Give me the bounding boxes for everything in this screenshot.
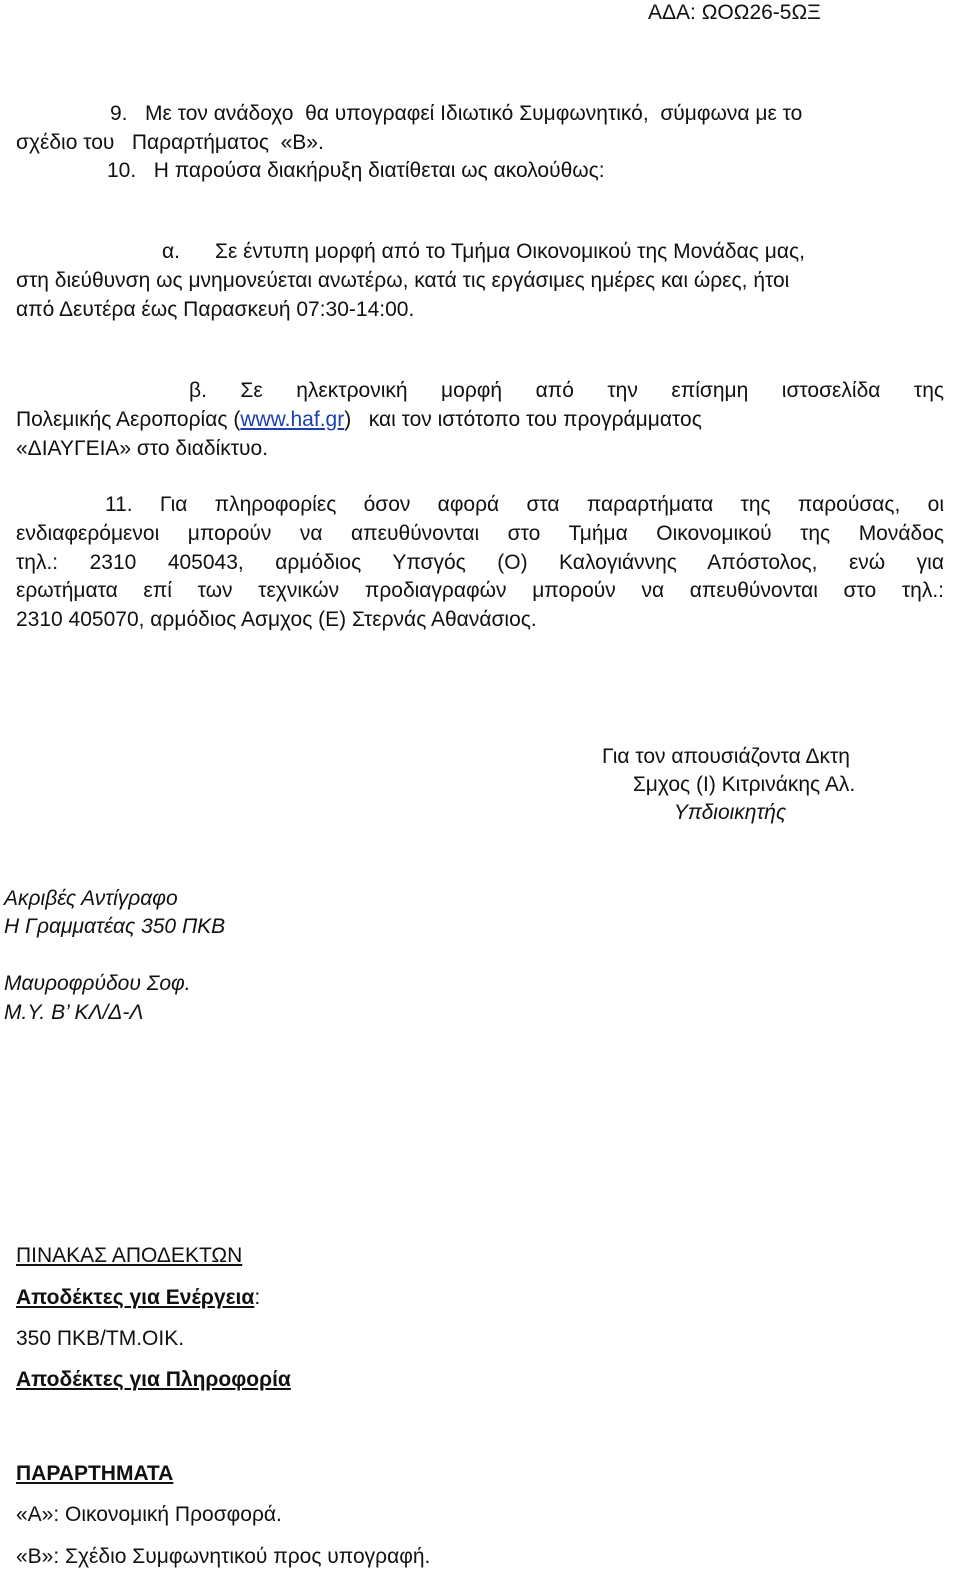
annex-b: «Β»: Σχέδιο Συμφωνητικού προς υπογραφή. — [16, 1545, 431, 1568]
signature-line1: Για τον απουσιάζοντα Δκτη — [602, 745, 850, 768]
item-b-line2-post: ) και τον ιστότοπο του προγράμματος — [344, 408, 702, 431]
para11-line5: 2310 405070, αρμόδιος Ασμχος (Ε) Στερνάς Αθανάσιος. — [16, 608, 537, 631]
recipients-action-value: 350 ΠΚΒ/ΤΜ.ΟΙΚ. — [16, 1327, 185, 1350]
signature-title: Υπδιοικητής — [673, 801, 787, 824]
item-a-line1: α. Σε έντυπη μορφή από το Τμήμα Οικονομικού της Μονάδας μας, — [162, 240, 805, 263]
copy-line2: Η Γραμματέας 350 ΠΚΒ — [4, 915, 226, 938]
para11-line3: τηλ.: 2310 405043, αρμόδιος Υπσγός (Ο) Καλογιάννης Απόστολος, ενώ για — [16, 551, 944, 574]
recipients-action-colon: : — [254, 1286, 261, 1309]
recipients-info-label: Αποδέκτες για Πληροφορία — [16, 1368, 291, 1391]
haf-link[interactable]: www.haf.gr — [240, 408, 345, 431]
para11-line1: 11. Για πληροφορίες όσον αφορά στα παραρτήματα της παρούσας, οι — [105, 493, 944, 516]
copy-line1: Ακριβές Αντίγραφο — [4, 887, 178, 910]
item-b-line3: «ΔΙΑΥΓΕΙΑ» στο διαδίκτυο. — [16, 437, 269, 460]
recipients-title: ΠΙΝΑΚΑΣ ΑΠΟΔΕΚΤΩΝ — [16, 1244, 243, 1267]
para9-line1: 9. Με τον ανάδοχο θα υπογραφεί Ιδιωτικό Συμφωνητικό, σύμφωνα με το — [110, 102, 803, 125]
para10-line1: 10. Η παρούσα διακήρυξη διατίθεται ως ακολούθως: — [107, 159, 605, 182]
para9-line2: σχέδιο του Παραρτήματος «Β». — [16, 131, 324, 154]
annexes-title: ΠΑΡΑΡΤΗΜΑΤΑ — [16, 1462, 174, 1485]
item-b-line1: β. Σε ηλεκτρονική μορφή από την επίσημη ιστοσελίδα της — [189, 379, 944, 402]
item-a-line3: από Δευτέρα έως Παρασκευή 07:30-14:00. — [16, 298, 415, 321]
para11-line2: ενδιαφερόμενοι μπορούν να απευθύνονται στο Τμήμα Οικονομικού της Μονάδος — [16, 522, 944, 545]
recipients-action — [16, 1287, 260, 1308]
para11-line4: ερωτήματα επί των τεχνικών προδιαγραφών μπορούν να απευθύνονται στο τηλ.: — [16, 579, 944, 602]
copy-line3: Μαυροφρύδου Σοφ. — [4, 972, 191, 995]
item-a-line2: στη διεύθυνση ως μνημονεύεται ανωτέρω, κατά τις εργάσιμες ημέρες και ώρες, ήτοι — [16, 269, 790, 292]
item-b-line2 — [16, 409, 702, 430]
ada-code: ΑΔΑ: ΩΟΩ26-5ΩΞ — [648, 1, 821, 24]
signature-line2: Σμχος (Ι) Κιτρινάκης Αλ. — [632, 773, 856, 796]
recipients-action-label: Αποδέκτες για Ενέργεια — [16, 1286, 255, 1309]
copy-line4: Μ.Υ. Β’ ΚΛ/Δ-Λ — [4, 1001, 144, 1024]
annex-a: «Α»: Οικονομική Προσφορά. — [16, 1503, 282, 1526]
item-b-line2-pre: Πολεμικής Αεροπορίας ( — [16, 408, 241, 431]
